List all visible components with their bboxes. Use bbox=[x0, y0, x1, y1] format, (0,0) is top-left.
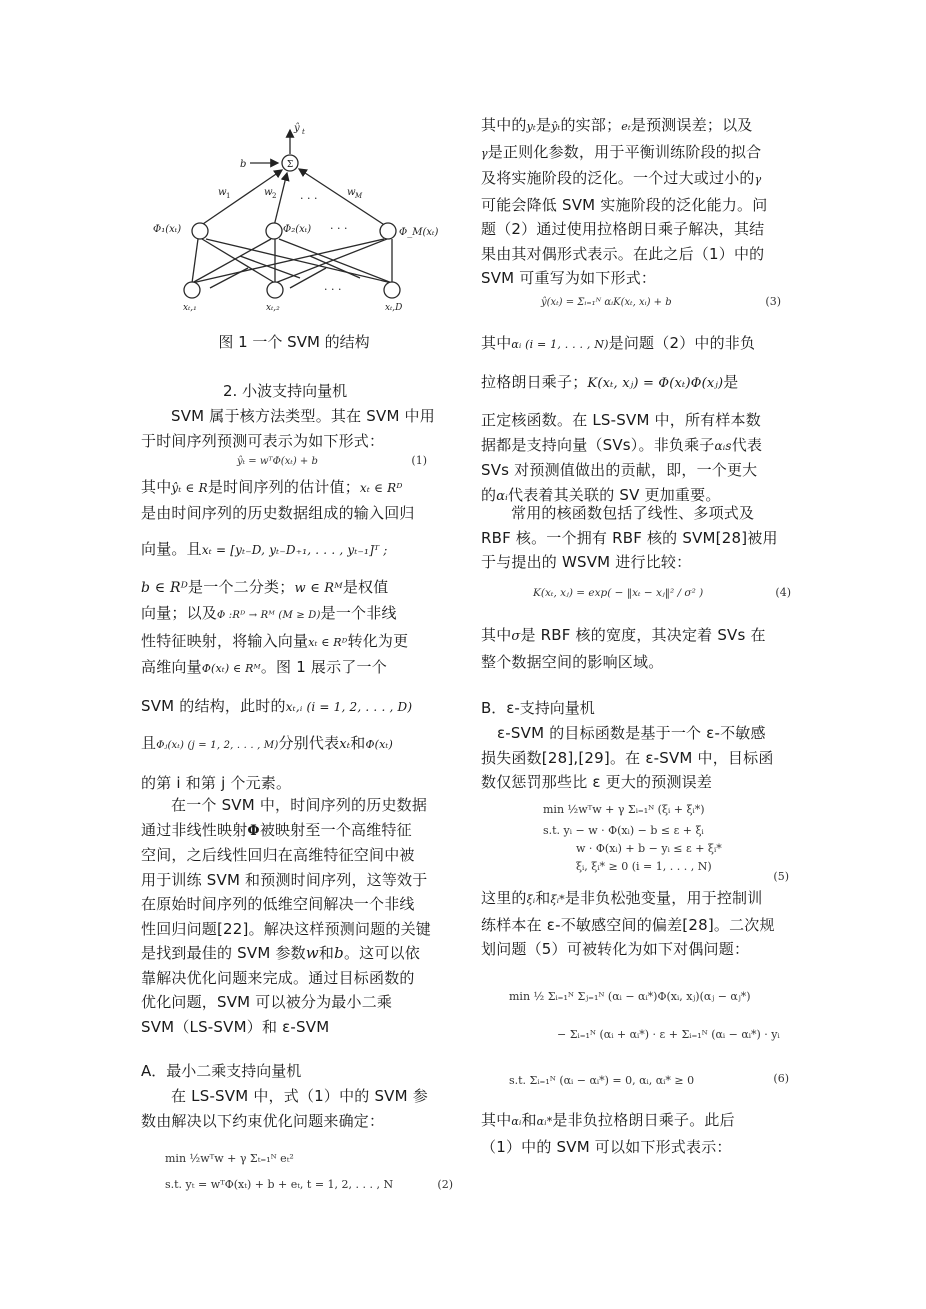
text-line: 数由解决以下约束优化问题来确定： bbox=[141, 1111, 385, 1130]
output-label: ŷ bbox=[294, 123, 300, 134]
equation-5-line-3: w · Φ(xᵢ) + b − yᵢ ≤ ε + ξᵢ* bbox=[576, 842, 722, 855]
text-line: 于时间序列预测可表示为如下形式： bbox=[141, 431, 385, 450]
text-line: 果由其对偶形式表示。在此之后（1）中的 bbox=[481, 244, 765, 263]
weight-label-m: w bbox=[347, 187, 356, 198]
weight-label-2-sub: 2 bbox=[272, 192, 277, 200]
hidden-node-2 bbox=[266, 223, 282, 239]
text-line bbox=[141, 731, 451, 759]
text-line bbox=[481, 886, 791, 913]
math-span: xₜ ∈ Rᴰ bbox=[308, 635, 348, 649]
text-span: 向量。且 bbox=[141, 540, 202, 558]
text-span: 和 bbox=[350, 734, 366, 752]
math-span: ŷₜ ∈ R bbox=[171, 481, 208, 495]
math-span: ξᵢ bbox=[526, 893, 536, 906]
text-line: SVM 可重写为如下形式： bbox=[481, 269, 657, 287]
text-line: 损失函数[28],[29]。在 ε-SVM 中，目标函 bbox=[481, 748, 774, 767]
equation-5 bbox=[543, 800, 789, 883]
text-span: 。图 1 展示了一个 bbox=[260, 658, 387, 676]
text-line: 优化问题，SVM 可以被分为最小二乘 bbox=[141, 993, 393, 1011]
math-span: xₜ ∈ Rᴰ bbox=[359, 481, 403, 495]
text-span: 是非负拉格朗日乘子。此后 bbox=[552, 1111, 735, 1129]
math-span: αᵢ bbox=[511, 1115, 522, 1128]
input-node-d bbox=[384, 282, 400, 298]
text-span: 是权值 bbox=[342, 577, 389, 596]
text-line: 空间，之后线性回归在高维特征空间中被 bbox=[141, 846, 415, 864]
text-line: 靠解决优化问题来完成。通过目标函数的 bbox=[141, 968, 415, 987]
math-span: ŷₜ bbox=[551, 120, 561, 133]
math-span: xₜ bbox=[339, 737, 351, 752]
equation-1-body: ŷₜ = wᵀΦ(xₜ) + b bbox=[237, 456, 318, 467]
text-line bbox=[481, 140, 791, 167]
text-span: 。这可以依 bbox=[343, 944, 420, 962]
paragraph-rbf-width bbox=[481, 623, 791, 674]
text-span: 转化为更 bbox=[347, 631, 409, 650]
text-span: 的实部； bbox=[560, 116, 622, 134]
text-line: SVs 对预测值做出的贡献，即，一个更大 bbox=[481, 461, 758, 479]
text-span: 是问题（2）中的非负 bbox=[608, 334, 756, 352]
paragraph-slack bbox=[481, 886, 791, 962]
text-line bbox=[481, 370, 791, 397]
math-span: σ bbox=[511, 629, 521, 644]
text-line bbox=[141, 818, 451, 844]
equation-3-number: (3) bbox=[765, 295, 781, 308]
weight-dots: · · · bbox=[300, 192, 318, 205]
equation-5-line-2: s.t. yᵢ − w · Φ(xᵢ) − b ≤ ε + ξᵢ bbox=[543, 824, 704, 837]
input-label-1: xₜ,₁ bbox=[183, 303, 197, 313]
output-label-sub: t bbox=[302, 128, 305, 136]
text-span: 是 RBF 核的宽度，其决定着 SVs 在 bbox=[520, 626, 766, 644]
text-line: （1）中的 SVM 可以如下形式表示： bbox=[481, 1137, 732, 1156]
phim-label: Φ_M(xₜ) bbox=[399, 227, 439, 238]
text-line bbox=[141, 601, 451, 629]
math-span: Φ bbox=[247, 822, 260, 839]
text-span: 其中 bbox=[141, 478, 172, 496]
input-label-d: xₜ,D bbox=[385, 303, 403, 313]
paragraph-ls-svm-params bbox=[481, 113, 791, 291]
equation-1-number: (1) bbox=[411, 454, 427, 467]
text-line: ε-SVM 的目标函数是基于一个 ε-不敏感 bbox=[497, 724, 766, 742]
math-span: eₜ bbox=[621, 120, 631, 133]
section-heading-b: B．ε-支持向量机 bbox=[481, 699, 595, 717]
text-span: 是一个非线 bbox=[320, 604, 397, 622]
equation-5-number: (5) bbox=[773, 870, 789, 883]
paragraph-kernels bbox=[481, 501, 791, 575]
text-span: 据都是支持向量（SVs）。非负乘子 bbox=[481, 435, 715, 454]
text-span: 是预测误差；以及 bbox=[630, 116, 753, 134]
text-span: 其中 bbox=[481, 626, 512, 644]
hidden-node-m bbox=[380, 223, 396, 239]
equation-1 bbox=[237, 454, 447, 467]
figure-caption: 图 1 一个 SVM 的结构 bbox=[218, 333, 370, 351]
text-span: 是 bbox=[723, 372, 739, 391]
text-span: 的 bbox=[481, 485, 497, 504]
text-line: 正定核函数。在 LS-SVM 中，所有样本数 bbox=[481, 411, 761, 429]
equation-5-line-4: ξᵢ, ξᵢ* ≥ 0 (i = 1, . . . , N) bbox=[576, 860, 712, 873]
weight-label-m-sub: M bbox=[355, 192, 363, 200]
math-span: αᵢ* bbox=[536, 1115, 553, 1128]
text-span: 分别代表 bbox=[278, 734, 340, 752]
text-span: 代表着其关联的 SV 更加重要。 bbox=[508, 485, 721, 504]
text-line: RBF 核。一个拥有 RBF 核的 SVM[28]被用 bbox=[481, 528, 778, 547]
math-span: αᵢ bbox=[496, 488, 508, 504]
text-line bbox=[481, 166, 791, 193]
math-span: Φ(xₜ) ∈ Rᴹ bbox=[201, 662, 261, 675]
math-span: b ∈ Rᴰ bbox=[141, 579, 189, 596]
hidden-dots: · · · bbox=[330, 222, 348, 235]
text-span: 和 bbox=[535, 889, 551, 907]
text-span: SVM 的结构，此时的 bbox=[141, 696, 286, 715]
math-span: γ bbox=[481, 146, 488, 160]
paragraph-ls-svm bbox=[141, 1084, 447, 1133]
text-line: 可能会降低 SVM 实施阶段的泛化能力。问 bbox=[481, 195, 768, 214]
text-line: 于与提出的 WSVM 进行比较： bbox=[481, 553, 692, 571]
text-line bbox=[141, 694, 451, 720]
text-span: 和 bbox=[318, 944, 335, 962]
text-line bbox=[481, 623, 791, 650]
paragraph-svm-mapping bbox=[141, 793, 451, 1039]
math-span: αᵢ (i = 1, . . . , N) bbox=[511, 338, 609, 351]
section-heading-a: A．最小二乘支持向量机 bbox=[141, 1062, 302, 1080]
phi1-label: Φ₁(xₜ) bbox=[153, 224, 182, 235]
text-span: 是 bbox=[535, 116, 552, 134]
input-node-1 bbox=[184, 282, 200, 298]
text-line: 练样本在 ε-不敏感空间的偏差[28]。二次规 bbox=[481, 915, 775, 934]
text-span: 和 bbox=[521, 1111, 537, 1129]
text-span: 是时间序列的估计值； bbox=[207, 478, 360, 496]
text-line: 的第 i 和第 j 个元素。 bbox=[141, 773, 292, 792]
text-span: 性特征映射，将输入向量 bbox=[141, 631, 309, 650]
text-line: 数仅惩罚那些比 ε 更大的预测误差 bbox=[481, 773, 713, 791]
equation-6-number: (6) bbox=[773, 1072, 789, 1085]
section-heading-2: 2. 小波支持向量机 bbox=[223, 382, 348, 400]
equation-5-line-1: min ½wᵀw + γ Σᵢ₌₁ᴺ (ξᵢ + ξᵢ*) bbox=[543, 803, 705, 816]
paragraph-lagrange bbox=[481, 331, 791, 509]
text-line bbox=[141, 941, 451, 966]
equation-2-line-1: min ½wᵀw + γ Σₜ₌₁ᴺ eₜ² bbox=[165, 1152, 294, 1165]
text-line: 在 LS-SVM 中，式（1）中的 SVM 参 bbox=[171, 1087, 428, 1105]
paragraph-svm-definitions bbox=[141, 475, 451, 795]
text-line: 常用的核函数包括了线性、多项式及 bbox=[511, 504, 755, 522]
text-span: 是一个二分类； bbox=[188, 577, 295, 596]
text-line bbox=[141, 475, 451, 501]
text-span: 且 bbox=[141, 734, 157, 752]
equation-6-line-1: min ½ Σᵢ₌₁ᴺ Σⱼ₌₁ᴺ (αᵢ − αᵢ*)Φ(xᵢ, xⱼ)(αⱼ − αⱼ*) bbox=[509, 990, 751, 1003]
input-dots: · · · bbox=[324, 283, 342, 296]
text-span: 是非负松弛变量，用于控制训 bbox=[564, 889, 763, 907]
math-span: γ bbox=[754, 173, 762, 186]
text-span: 被映射至一个高维特征 bbox=[259, 820, 412, 839]
math-span: Φⱼ(xₜ) (j = 1, 2, . . . , M) bbox=[156, 740, 279, 751]
text-span: 其中 bbox=[481, 1111, 512, 1129]
text-line bbox=[141, 629, 451, 656]
math-span: K(xₜ, xⱼ) = Φ(xₜ)Φ(xⱼ) bbox=[587, 375, 724, 391]
equation-6-line-3: s.t. Σᵢ₌₁ᴺ (αᵢ − αᵢ*) = 0, αᵢ, αᵢ* ≥ 0 bbox=[509, 1074, 695, 1087]
svm-structure-figure bbox=[150, 118, 440, 318]
input-node-2 bbox=[267, 282, 283, 298]
equation-6 bbox=[509, 982, 789, 1096]
equation-6-line-2: − Σᵢ₌₁ᴺ (αᵢ + αᵢ*) · ε + Σᵢ₌₁ᴺ (αᵢ − αᵢ*) · yᵢ bbox=[557, 1028, 780, 1041]
text-line: 性回归问题[22]。解决这样预测问题的关键 bbox=[141, 919, 431, 938]
text-span: 向量；以及 bbox=[141, 604, 218, 622]
weight-label-1-sub: 1 bbox=[226, 192, 231, 200]
text-line: 题（2）通过使用拉格朗日乘子解决，其结 bbox=[481, 220, 765, 238]
text-line bbox=[481, 113, 791, 140]
weight-label-1: w bbox=[218, 187, 227, 198]
text-span: 是正则化参数，用于平衡训练阶段的拟合 bbox=[487, 142, 762, 161]
text-span: 及将实施阶段的泛化。一个过大或过小的 bbox=[481, 169, 755, 187]
math-span: αᵢs bbox=[714, 438, 732, 453]
weight-arrow-1 bbox=[200, 170, 282, 226]
equation-2-number: (2) bbox=[437, 1178, 453, 1191]
equation-3 bbox=[541, 295, 781, 308]
equation-4-body: K(xₜ, xⱼ) = exp( − ‖xₜ − xⱼ‖² / σ² ) bbox=[533, 587, 704, 599]
equation-3-body: ŷ(xₜ) = Σᵢ₌₁ᴺ αᵢK(xₜ, xᵢ) + b bbox=[541, 297, 672, 308]
text-line: SVM 属于核方法类型。其在 SVM 中用 bbox=[171, 407, 435, 425]
text-line bbox=[481, 433, 791, 459]
text-span: 这里的 bbox=[481, 889, 527, 907]
math-span: xₜ = [yₜ₋D, yₜ₋D₊₁, . . . , yₜ₋₁]ᵀ ; bbox=[201, 543, 388, 557]
math-span: Φ :Rᴰ → Rᴹ (M ≥ D) bbox=[217, 610, 321, 621]
math-span: yₜ bbox=[526, 120, 536, 133]
paragraph-svm-intro bbox=[141, 404, 447, 453]
text-span: 代表 bbox=[731, 435, 763, 454]
text-line bbox=[141, 655, 451, 682]
math-span: Φ(xₜ) bbox=[365, 738, 393, 751]
bias-label: b bbox=[240, 159, 247, 170]
text-line: 整个数据空间的影响区域。 bbox=[481, 652, 664, 671]
input-label-2: xₜ,₂ bbox=[266, 303, 280, 313]
text-span: 其中 bbox=[481, 334, 512, 352]
input-hidden-connections bbox=[192, 239, 392, 288]
equation-2 bbox=[165, 1148, 453, 1196]
paragraph-epsilon-svm bbox=[481, 721, 791, 795]
text-line: 在原始时间序列的低维空间解决一个非线 bbox=[141, 895, 415, 913]
text-line: 用于训练 SVM 和预测时间序列，这等效于 bbox=[141, 870, 428, 889]
text-line: SVM（LS-SVM）和 ε-SVM bbox=[141, 1017, 330, 1036]
phi2-label: Φ₂(xₜ) bbox=[283, 224, 312, 235]
math-span: w bbox=[305, 944, 319, 962]
hidden-node-1 bbox=[192, 223, 208, 239]
text-line bbox=[481, 1108, 791, 1135]
text-span: 是找到最佳的 SVM 参数 bbox=[141, 944, 306, 962]
text-line: 在一个 SVM 中，时间序列的历史数据 bbox=[171, 796, 428, 814]
equation-2-line-2: s.t. yₜ = wᵀΦ(xₜ) + b + eₜ, t = 1, 2, . . . , N bbox=[165, 1178, 394, 1191]
text-span: 通过非线性映射 bbox=[141, 820, 248, 839]
math-span: xₜ,ᵢ (i = 1, 2, . . . , D) bbox=[285, 699, 413, 714]
text-span: 高维向量 bbox=[141, 658, 202, 676]
sum-symbol: Σ bbox=[286, 160, 294, 170]
math-span: b bbox=[334, 944, 344, 962]
text-line: 划问题（5）可被转化为如下对偶问题： bbox=[481, 940, 750, 958]
text-line bbox=[481, 331, 791, 358]
text-line bbox=[141, 575, 451, 602]
equation-4-number: (4) bbox=[775, 586, 791, 599]
text-span: 拉格朗日乘子； bbox=[481, 372, 588, 391]
text-line: 是由时间序列的历史数据组成的输入回归 bbox=[141, 503, 415, 522]
text-span: 其中的 bbox=[481, 116, 527, 134]
weight-label-2: w bbox=[264, 187, 273, 198]
math-span: ξᵢ* bbox=[550, 893, 565, 906]
equation-4 bbox=[533, 586, 791, 599]
math-span: w ∈ Rᴹ bbox=[294, 580, 343, 596]
paragraph-dual-multipliers bbox=[481, 1108, 791, 1159]
text-line bbox=[141, 537, 451, 563]
